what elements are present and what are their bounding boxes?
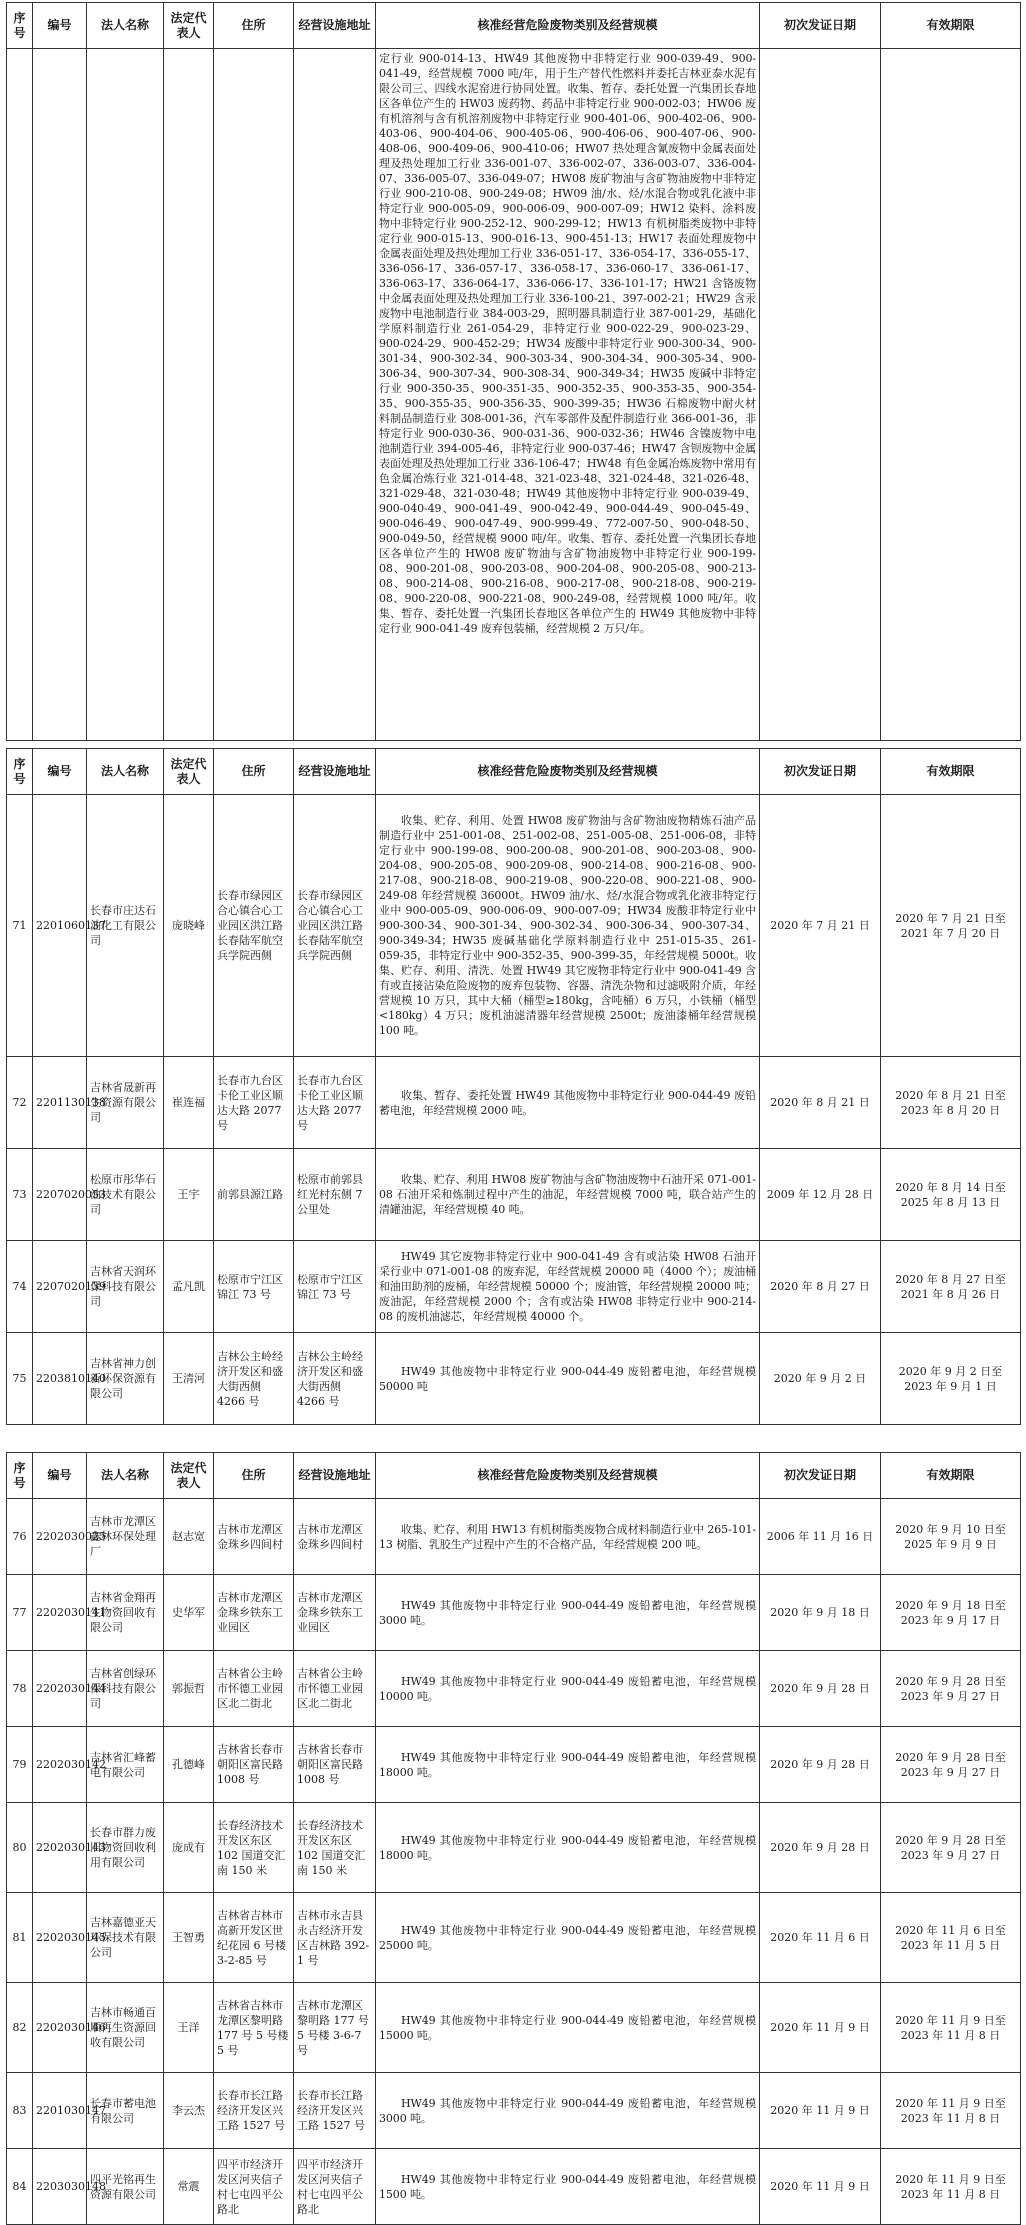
header-cell: 有效期限 — [881, 749, 1021, 795]
table-row — [7, 2149, 1021, 2225]
legal-rep: 王清河 — [164, 1333, 214, 1425]
table-row — [7, 49, 1021, 741]
row-number: 82 — [7, 1983, 33, 2073]
permit-code: 2203810140 — [33, 1333, 87, 1425]
header-cell: 初次发证日期 — [760, 749, 881, 795]
legal-rep: 庞成有 — [164, 1803, 214, 1893]
address: 长春经济技术开发区东区 102 国道交汇南 150 米 — [214, 1803, 294, 1893]
site-address: 吉林公主岭经济开发区和盛大街西侧 4266 号 — [294, 1333, 376, 1425]
first-issue-date: 2020 年 11 月 9 日 — [760, 2149, 881, 2225]
header-cell: 核准经营危险废物类别及经营规模 — [376, 3, 760, 49]
header-cell: 法人名称 — [87, 1453, 164, 1499]
validity-period: 2020 年 9 月 18 日至 2023 年 9 月 17 日 — [881, 1575, 1021, 1651]
first-issue-date: 2009 年 12 月 28 日 — [760, 1149, 881, 1241]
legal-rep: 赵志宽 — [164, 1499, 214, 1575]
scope-cell: HW49 其它废物非特定行业中 900-041-49 含有或沾染 HW08 石油开采行业中 071-001-08 的废弃泥，年经营规模 20000 吨（4000 个）；废油桶和油田助剂的废桶，年经营规模 50000 个；废油管，年经营规模 20000 吨；废油泥，年经营规模 2000 个；含有或沾染 HW08 非特定行业中 900-214-08 的废机油滤芯，年经营规模 40000 个。 — [376, 1241, 760, 1333]
site-address: 长春经济技术开发区东区 102 国道交汇南 150 米 — [294, 1803, 376, 1893]
table-row — [7, 1149, 1021, 1241]
company-name: 松原市彤华石油技术有限公司 — [87, 1149, 164, 1241]
company-name: 吉林省晟新再生资源有限公司 — [87, 1057, 164, 1149]
scope-cell: 收集、贮存、利用 HW08 废矿物油与含矿物油废物中石油开采 071-001-08 石油开采和炼制过程中产生的油泥，年经营规模 7000 吨，联合站产生的清罐油泥，年经营规模 40 吨。 — [376, 1149, 760, 1241]
table-block-2 — [6, 748, 1020, 1425]
address: 吉林省公主岭市怀德工业园区北二街北 — [214, 1651, 294, 1727]
header-cell: 经营设施地址 — [294, 1453, 376, 1499]
cell-empty — [214, 49, 294, 741]
validity-period: 2020 年 11 月 9 日至 2023 年 11 月 8 日 — [881, 2073, 1021, 2149]
table-row — [7, 1893, 1021, 1983]
permit-code: 2202030142 — [33, 1727, 87, 1803]
row-number: 72 — [7, 1057, 33, 1149]
company-name: 吉林省天润环保科技有限公司 — [87, 1241, 164, 1333]
validity-period: 2020 年 8 月 27 日至 2021 年 8 月 26 日 — [881, 1241, 1021, 1333]
header-cell: 编号 — [33, 3, 87, 49]
header-cell: 编号 — [33, 1453, 87, 1499]
table-row — [7, 795, 1021, 1057]
address: 长春市九台区卡伦工业区顺达大路 2077 号 — [214, 1057, 294, 1149]
header-cell: 经营设施地址 — [294, 3, 376, 49]
table-row — [7, 1651, 1021, 1727]
header-row — [7, 749, 1021, 795]
scope-cell: HW49 其他废物中非特定行业 900-044-49 废铅蓄电池，年经营规模 25000 吨。 — [376, 1893, 760, 1983]
permit-code: 2207020139 — [33, 1241, 87, 1333]
row-number: 74 — [7, 1241, 33, 1333]
legal-rep: 崔连福 — [164, 1057, 214, 1149]
header-cell: 住所 — [214, 1453, 294, 1499]
company-name: 四平光铭再生资源有限公司 — [87, 2149, 164, 2225]
header-cell: 初次发证日期 — [760, 1453, 881, 1499]
validity-period: 2020 年 7 月 21 日至 2021 年 7 月 20 日 — [881, 795, 1021, 1057]
header-cell: 法定代表人 — [164, 749, 214, 795]
address: 长春市绿园区合心镇合心工业园区洪江路长春陆军航空兵学院西侧 — [214, 795, 294, 1057]
validity-period: 2020 年 8 月 14 日至 2025 年 8 月 13 日 — [881, 1149, 1021, 1241]
company-name: 吉林市龙潭区鑫林环保处理厂 — [87, 1499, 164, 1575]
validity-period: 2020 年 11 月 6 日至 2023 年 11 月 5 日 — [881, 1893, 1021, 1983]
header-row — [7, 1453, 1021, 1499]
legal-rep: 孔德峰 — [164, 1727, 214, 1803]
validity-period: 2020 年 11 月 9 日至 2023 年 11 月 8 日 — [881, 1983, 1021, 2073]
permit-code: 2202030143 — [33, 1803, 87, 1893]
legal-rep: 孟凡凯 — [164, 1241, 214, 1333]
row-number: 77 — [7, 1575, 33, 1651]
company-name: 吉林省汇峰蓄电有限公司 — [87, 1727, 164, 1803]
site-address: 松原市宁江区锦江 73 号 — [294, 1241, 376, 1333]
table-row — [7, 1575, 1021, 1651]
legal-rep: 李云杰 — [164, 2073, 214, 2149]
table-row — [7, 1499, 1021, 1575]
first-issue-date: 2020 年 9 月 28 日 — [760, 1727, 881, 1803]
legal-rep: 王宇 — [164, 1149, 214, 1241]
site-address: 吉林市龙潭区黎明路 177 号 5 号楼 3-6-7 号 — [294, 1983, 376, 2073]
company-name: 吉林市畅通百顺再生资源回收有限公司 — [87, 1983, 164, 2073]
address: 吉林省吉林市龙潭区黎明路 177 号 5 号楼 5 号 — [214, 1983, 294, 2073]
company-name: 吉林嘉德亚天环保技术有限公司 — [87, 1893, 164, 1983]
row-number: 80 — [7, 1803, 33, 1893]
row-number: 71 — [7, 795, 33, 1057]
site-address: 长春市长江路经济开发区兴工路 1527 号 — [294, 2073, 376, 2149]
header-cell: 法人名称 — [87, 3, 164, 49]
row-number: 79 — [7, 1727, 33, 1803]
company-name: 吉林省创绿环保科技有限公司 — [87, 1651, 164, 1727]
legal-rep: 庞晓峰 — [164, 795, 214, 1057]
header-cell: 住所 — [214, 749, 294, 795]
row-number: 75 — [7, 1333, 33, 1425]
first-issue-date: 2020 年 11 月 9 日 — [760, 2073, 881, 2149]
scope-cell: HW49 其他废物中非特定行业 900-044-49 废铅蓄电池，年经营规模 50000 吨 — [376, 1333, 760, 1425]
scope-cell: HW49 其他废物中非特定行业 900-044-49 废铅蓄电池，年经营规模 18000 吨。 — [376, 1727, 760, 1803]
header-cell: 核准经营危险废物类别及经营规模 — [376, 1453, 760, 1499]
first-issue-date: 2020 年 7 月 21 日 — [760, 795, 881, 1057]
permit-code: 2202030144 — [33, 1651, 87, 1727]
scope-cell: 定行业 900-014-13、HW49 其他废物中非特定行业 900-039-49、900-041-49，经营规模 7000 吨/年，用于生产替代性燃料并委托吉林亚泰水泥有限公司三、四线水泥窑进行协同处置。收集、暂存、委托处置一汽集团长春地区各单位产生的 HW03 废药物、药品中非特定行业 900-002-03；HW06 废有机溶剂与含有机溶剂废物中非特定行业 900-401-06、900-402-06、900-403-06、900-404-06、900-405-06、900-406-06、900-407-06、900-408-06、900-409-06、900-410-06；HW07 热处理含氰废物中金属表面处理及热处理加工行业 336-001-07、336-002-07、336-003-07、336-004-07、336-005-07、336-049-07；HW08 废矿物油与含矿物油废物中非特定行业 900-210-08、900-249-08；HW09 油/水、烃/水混合物或乳化液中非特定行业 900-005-09、900-006-09、900-007-09；HW12 染料、涂料废物中非特定行业 900-252-12、900-299-12；HW13 有机树脂类废物中非特定行业 900-015-13、900-016-13、900-451-13；HW17 表面处理废物中金属表面处理及热处理加工行业 336-051-17、336-054-17、336-055-17、336-056-17、336-057-17、336-058-17、336-060-17、336-061-17、336-063-17、336-064-17、336-066-17、336-101-17；HW21 含铬废物中金属表面处理及热处理加工行业 336-100-21、397-002-21；HW29 含汞废物中电池制造行业 384-003-29，照明器具制造行业 387-001-29，基础化学原料制造行业 261-054-29，非特定行业 900-022-29、900-023-29、900-024-29、900-452-29；HW34 废酸中非特定行业 900-300-34、900-301-34、900-302-34、900-303-34、900-304-34、900-305-34、900-306-34、900-307-34、900-308-34、900-349-34；HW35 废碱中非特定行业 900-350-35、900-351-35、900-352-35、900-353-35、900-354-35、900-355-35、900-356-35、900-399-35；HW36 石棉废物中耐火材料制品制造行业 308-001-36，汽车零部件及配件制造行业 366-001-36，非特定行业 900-030-36、900-031-36、900-032-36；HW46 含镍废物中电池制造行业 394-005-46，非特定行业 900-037-46；HW47 含钡废物中金属表面处理及热处理加工行业 336-106-47；HW48 有色金属冶炼废物中常用有色金属冶炼行业 321-014-48、321-023-48、321-024-48、321-026-48、321-029-48、321-030-48；HW49 其他废物中非特定行业 900-039-49、900-040-49、900-041-49、900-042-49、900-044-49、900-045-49、900-046-49、900-047-49、900-999-49、772-007-50、900-048-50、900-049-50，经营规模 9000 吨/年。收集、暂存、委托处置一汽集团长春地区各单位产生的 HW08 废矿物油与含矿物油废物中非特定行业 900-199-08、900-201-08、900-203-08、900-204-08、900-205-08、900-213-08、900-214-08、900-216-08、900-217-08、900-218-08、900-219-08、900-220-08、900-221-08、900-249-08，经营规模 1000 吨/年。收集、暂存、委托处置一汽集团长春地区各单位产生的 HW49 其他废物中非特定行业 900-041-49 废弃包装桶，经营规模 2 万只/年。 — [376, 49, 760, 741]
cell-empty — [164, 49, 214, 741]
header-cell: 有效期限 — [881, 3, 1021, 49]
scope-cell: HW49 其他废物中非特定行业 900-044-49 废铅蓄电池，年经营规模 18000 吨。 — [376, 1803, 760, 1893]
permit-code: 2203030148 — [33, 2149, 87, 2225]
table-row — [7, 1727, 1021, 1803]
row-number: 76 — [7, 1499, 33, 1575]
cell-empty — [87, 49, 164, 741]
permit-code: 2202030141 — [33, 1575, 87, 1651]
scope-cell: 收集、贮存、利用 HW13 有机树脂类废物合成材料制造行业中 265-101-13 树脂、乳胶生产过程中产生的不合格产品，年经营规模 200 吨。 — [376, 1499, 760, 1575]
table-row — [7, 2073, 1021, 2149]
site-address: 四平市经济开发区河夹信子村七屯四平公路北 — [294, 2149, 376, 2225]
first-issue-date: 2020 年 9 月 28 日 — [760, 1803, 881, 1893]
site-address: 吉林市龙潭区金珠乡铁东工业园区 — [294, 1575, 376, 1651]
validity-period: 2020 年 8 月 21 日至 2023 年 8 月 20 日 — [881, 1057, 1021, 1149]
cell-empty — [881, 49, 1021, 741]
scope-cell: 收集、贮存、利用、处置 HW08 废矿物油与含矿物油废物精炼石油产品制造行业中 251-001-08、251-002-08、251-005-08、251-006-08，非特定行业中 900-199-08、900-200-08、900-201-08、900-203-08、900-204-08、900-205-08、900-209-08、900-214-08、900-216-08、900-217-08、900-218-08、900-219-08、900-220-08、900-221-08、900-249-08 年经营规模 36000t。HW09 油/水、烃/水混合物或乳化液非特定行业中 900-005-09、900-006-09、900-007-09；HW34 废酸非特定行业中 900-300-34、900-301-34、900-302-34、900-306-34、900-307-34、900-349-34；HW35 废碱基础化学原料制造行业中 251-015-35、261-059-35，非特定行业中 900-352-35、900-399-35，年经营规模 5000t。收集、贮存、利用、清洗、处置 HW49 其它废物非特定行业中 900-041-49 含有或直接沾染危险废物的废弃包装物、容器、清洗杂物和过滤吸附介质，年经营规模 10 万只，其中大桶（桶型≥180kg，含吨桶）6 万只，小铁桶（桶型<180kg）4 万只；废机油滤清器年经营规模 2500t；废油漆桶年经营规模 100 吨。 — [376, 795, 760, 1057]
permit-code: 2202030025 — [33, 1499, 87, 1575]
legal-rep: 常震 — [164, 2149, 214, 2225]
row-number: 83 — [7, 2073, 33, 2149]
address: 吉林省长春市朝阳区富民路 1008 号 — [214, 1727, 294, 1803]
table-row — [7, 1803, 1021, 1893]
validity-period: 2020 年 9 月 10 日至 2025 年 9 月 9 日 — [881, 1499, 1021, 1575]
permit-table-2 — [6, 748, 1021, 1425]
address: 吉林公主岭经济开发区和盛大街西侧 4266 号 — [214, 1333, 294, 1425]
first-issue-date: 2020 年 8 月 21 日 — [760, 1057, 881, 1149]
legal-rep: 史华军 — [164, 1575, 214, 1651]
site-address: 长春市九台区卡伦工业区顺达大路 2077 号 — [294, 1057, 376, 1149]
scope-cell: HW49 其他废物中非特定行业 900-044-49 废铅蓄电池，年经营规模 15000 吨。 — [376, 1983, 760, 2073]
address: 吉林省吉林市高新开发区世纪花园 6 号楼 3-2-85 号 — [214, 1893, 294, 1983]
row-number: 84 — [7, 2149, 33, 2225]
site-address: 松原市前郭县红光村东侧 7 公里处 — [294, 1149, 376, 1241]
site-address: 长春市绿园区合心镇合心工业园区洪江路长春陆军航空兵学院西侧 — [294, 795, 376, 1057]
header-row — [7, 3, 1021, 49]
permit-code: 2201030147 — [33, 2073, 87, 2149]
header-cell: 核准经营危险废物类别及经营规模 — [376, 749, 760, 795]
permit-code: 2207020053 — [33, 1149, 87, 1241]
company-name: 长春市群力废旧物资回收利用有限公司 — [87, 1803, 164, 1893]
cell-empty — [294, 49, 376, 741]
address: 四平市经济开发区河夹信子村七屯四平公路北 — [214, 2149, 294, 2225]
first-issue-date: 2020 年 11 月 6 日 — [760, 1893, 881, 1983]
scope-cell: HW49 其他废物中非特定行业 900-044-49 废铅蓄电池，年经营规模 3000 吨。 — [376, 1575, 760, 1651]
header-cell: 法定代表人 — [164, 3, 214, 49]
permit-table-1 — [6, 2, 1021, 741]
address: 吉林市龙潭区金珠乡四间村 — [214, 1499, 294, 1575]
site-address: 吉林省公主岭市怀德工业园区北二街北 — [294, 1651, 376, 1727]
legal-rep: 王洋 — [164, 1983, 214, 2073]
permit-code: 2201130138 — [33, 1057, 87, 1149]
validity-period: 2020 年 9 月 2 日至 2023 年 9 月 1 日 — [881, 1333, 1021, 1425]
first-issue-date: 2006 年 11 月 16 日 — [760, 1499, 881, 1575]
row-number: 73 — [7, 1149, 33, 1241]
company-name: 吉林省金翔再生物资回收有限公司 — [87, 1575, 164, 1651]
row-number: 78 — [7, 1651, 33, 1727]
scope-cell: 收集、暂存、委托处置 HW49 其他废物中非特定行业 900-044-49 废铅蓄电池，年经营规模 2000 吨。 — [376, 1057, 760, 1149]
header-cell: 经营设施地址 — [294, 749, 376, 795]
first-issue-date: 2020 年 9 月 2 日 — [760, 1333, 881, 1425]
table-row — [7, 1241, 1021, 1333]
site-address: 吉林市龙潭区金珠乡四间村 — [294, 1499, 376, 1575]
company-name: 长春市庄达石油化工有限公司 — [87, 795, 164, 1057]
row-number: 81 — [7, 1893, 33, 1983]
header-cell: 初次发证日期 — [760, 3, 881, 49]
first-issue-date: 2020 年 8 月 27 日 — [760, 1241, 881, 1333]
permit-code: 2202030145 — [33, 1893, 87, 1983]
header-cell: 有效期限 — [881, 1453, 1021, 1499]
table-block-3 — [6, 1452, 1020, 2225]
scope-cell: HW49 其他废物中非特定行业 900-044-49 废铅蓄电池，年经营规模 3000 吨。 — [376, 2073, 760, 2149]
header-cell: 住所 — [214, 3, 294, 49]
table-row — [7, 1333, 1021, 1425]
legal-rep: 王智勇 — [164, 1893, 214, 1983]
company-name: 吉林省神力创新环保资源有限公司 — [87, 1333, 164, 1425]
first-issue-date: 2020 年 9 月 18 日 — [760, 1575, 881, 1651]
table-row — [7, 1983, 1021, 2073]
validity-period: 2020 年 11 月 9 日至 2023 年 11 月 8 日 — [881, 2149, 1021, 2225]
header-cell: 法定代表人 — [164, 1453, 214, 1499]
table-row — [7, 1057, 1021, 1149]
cell-empty — [760, 49, 881, 741]
header-cell: 序号 — [7, 749, 33, 795]
company-name: 长春市蓄电池有限公司 — [87, 2073, 164, 2149]
scope-cell: HW49 其他废物中非特定行业 900-044-49 废铅蓄电池，年经营规模 1500 吨。 — [376, 2149, 760, 2225]
first-issue-date: 2020 年 11 月 9 日 — [760, 1983, 881, 2073]
header-cell: 编号 — [33, 749, 87, 795]
permit-table-3 — [6, 1452, 1021, 2225]
scope-cell: HW49 其他废物中非特定行业 900-044-49 废铅蓄电池，年经营规模 10000 吨。 — [376, 1651, 760, 1727]
permit-code: 2201060137 — [33, 795, 87, 1057]
header-cell: 法人名称 — [87, 749, 164, 795]
validity-period: 2020 年 9 月 28 日至 2023 年 9 月 27 日 — [881, 1727, 1021, 1803]
cell-empty — [7, 49, 33, 741]
address: 松原市宁江区锦江 73 号 — [214, 1241, 294, 1333]
address: 吉林市龙潭区金珠乡铁东工业园区 — [214, 1575, 294, 1651]
validity-period: 2020 年 9 月 28 日至 2023 年 9 月 27 日 — [881, 1803, 1021, 1893]
address: 前郭县源江路 — [214, 1149, 294, 1241]
legal-rep: 郭振哲 — [164, 1651, 214, 1727]
table-block-1 — [6, 2, 1020, 741]
address: 长春市长江路经济开发区兴工路 1527 号 — [214, 2073, 294, 2149]
validity-period: 2020 年 9 月 28 日至 2023 年 9 月 27 日 — [881, 1651, 1021, 1727]
first-issue-date: 2020 年 9 月 28 日 — [760, 1651, 881, 1727]
header-cell: 序号 — [7, 1453, 33, 1499]
header-cell: 序号 — [7, 3, 33, 49]
cell-empty — [33, 49, 87, 741]
site-address: 吉林市永吉县永吉经济开发区吉林路 392-1 号 — [294, 1893, 376, 1983]
site-address: 吉林省长春市朝阳区富民路 1008 号 — [294, 1727, 376, 1803]
permit-code: 2202030146 — [33, 1983, 87, 2073]
